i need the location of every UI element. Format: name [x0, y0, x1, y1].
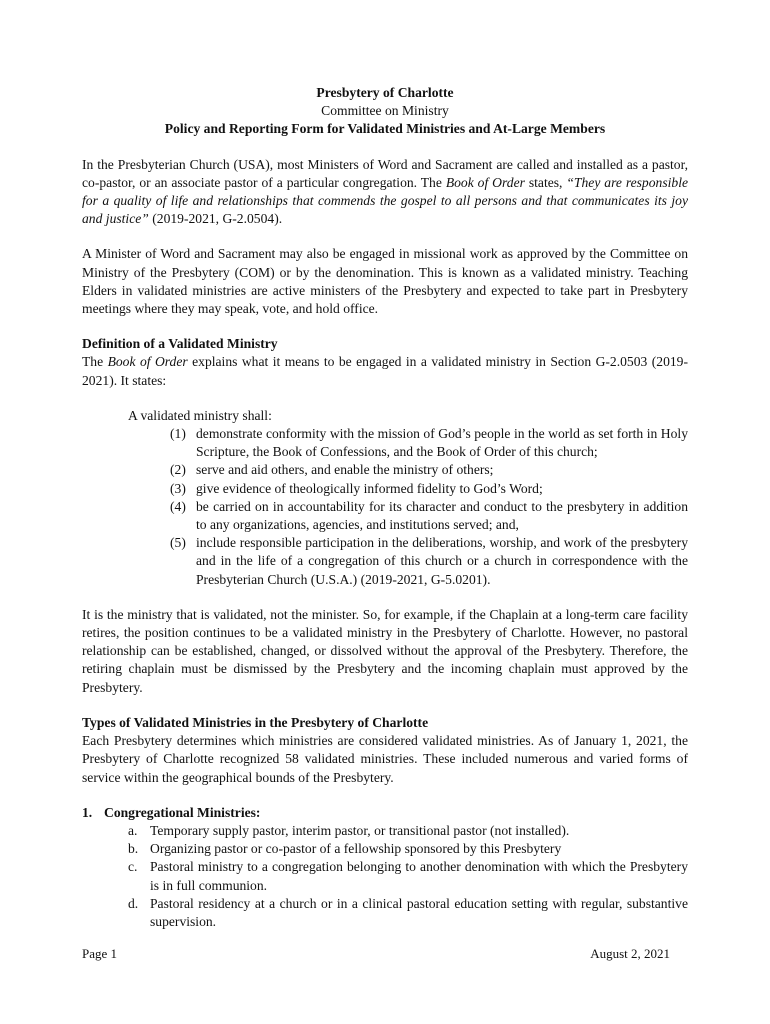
section-1-title: 1. Congregational Ministries:: [82, 804, 261, 820]
types-paragraph: Each Presbytery determines which ministries are considered validated ministries. As of January 1, 2021, the Presbytery of Charlotte recognized 58 validated ministries. These included numerous and varied forms of service within the geographical bounds of the Presbytery.: [82, 733, 688, 785]
footer-date: August 2, 2021: [590, 946, 670, 961]
intro-paragraph-1: In the Presbyterian Church (USA), most Ministers of Word and Sacrament are called and installed as a pastor, co-pastor, or an associate pastor of a particular congregation. The Book of Order states, “They are responsible for a quality of life and relationships that commends the gospel to all persons and that communicates its joy and justice” (2019-2021, G-2.0504).: [82, 156, 689, 227]
validation-paragraph: It is the ministry that is validated, not the minister. So, for example, if the Chaplain at a long-term care facility retires, the position continues to be a validated ministry in the Presbytery of Charlotte. However, no pastoral relationship can be established, changed, or dissolved without the approval of the Presbytery. Therefore, the retiring chaplain must be dismissed by the Presbytery and the incoming chaplain must approved by the Presbytery.: [82, 606, 688, 695]
page-number: Page 1: [82, 946, 118, 961]
definition-lead: The Book of Order explains what it means to be engaged in a validated ministry in Section G-2.0503 (2019-2021). It states:: [82, 354, 688, 388]
types-heading: Types of Validated Ministries in the Presbytery of Charlotte: [82, 714, 429, 730]
list-item: d. Pastoral residency at a church or in a clinical pastoral education setting with regular, substantive supervision.: [128, 895, 688, 929]
requirements-list: [82, 425, 688, 589]
list-item: (2) serve and aid others, and enable the ministry of others;: [170, 462, 494, 478]
list-item: a. Temporary supply pastor, interim pastor, or transitional pastor (not installed).: [128, 822, 570, 838]
document-page: [82, 84, 688, 931]
list-item: (3) give evidence of theologically informed fidelity to God’s Word;: [170, 480, 543, 496]
list-item: (4) be carried on in accountability for its character and conduct to the presbytery in addition to any organizations, agencies, and institutions served; and,: [170, 498, 688, 533]
committee-title: Committee on Ministry: [321, 103, 449, 119]
list-item: c. Pastoral ministry to a congregation belonging to another denomination with which the Presbytery is in full communion.: [128, 859, 688, 893]
definition-heading: Definition of a Validated Ministry: [82, 336, 278, 352]
form-title: Policy and Reporting Form for Validated Ministries and At-Large Members: [164, 121, 606, 137]
intro-paragraph-2: A Minister of Word and Sacrament may also be engaged in missional work as approved by the Committee on Ministry of the Presbytery (COM) or by the denomination. This is known as a validated ministry. Teaching Elders in validated ministries are active ministers of the Presbytery and expected to take part in Presbytery meetings where they may speak, vote, and hold office.: [82, 246, 688, 317]
congregational-list: [82, 822, 688, 931]
org-title: Presbytery of Charlotte: [316, 85, 454, 100]
quote-intro: A validated ministry shall:: [128, 407, 272, 423]
page-footer: [82, 945, 670, 963]
list-item: (1) demonstrate conformity with the mission of God’s people in the world as set forth in Holy Scripture, the Book of Confessions, and the Book of Order of this church;: [170, 426, 688, 460]
list-item: (5) include responsible participation in the deliberations, worship, and work of the presbytery and in the life of a congregation of this church or a church in correspondence with the Presbyterian Church (U.S.A.) (2019-2021, G-5.0201).: [170, 535, 688, 587]
list-item: b. Organizing pastor or co-pastor of a fellowship sponsored by this Presbytery: [128, 841, 562, 857]
